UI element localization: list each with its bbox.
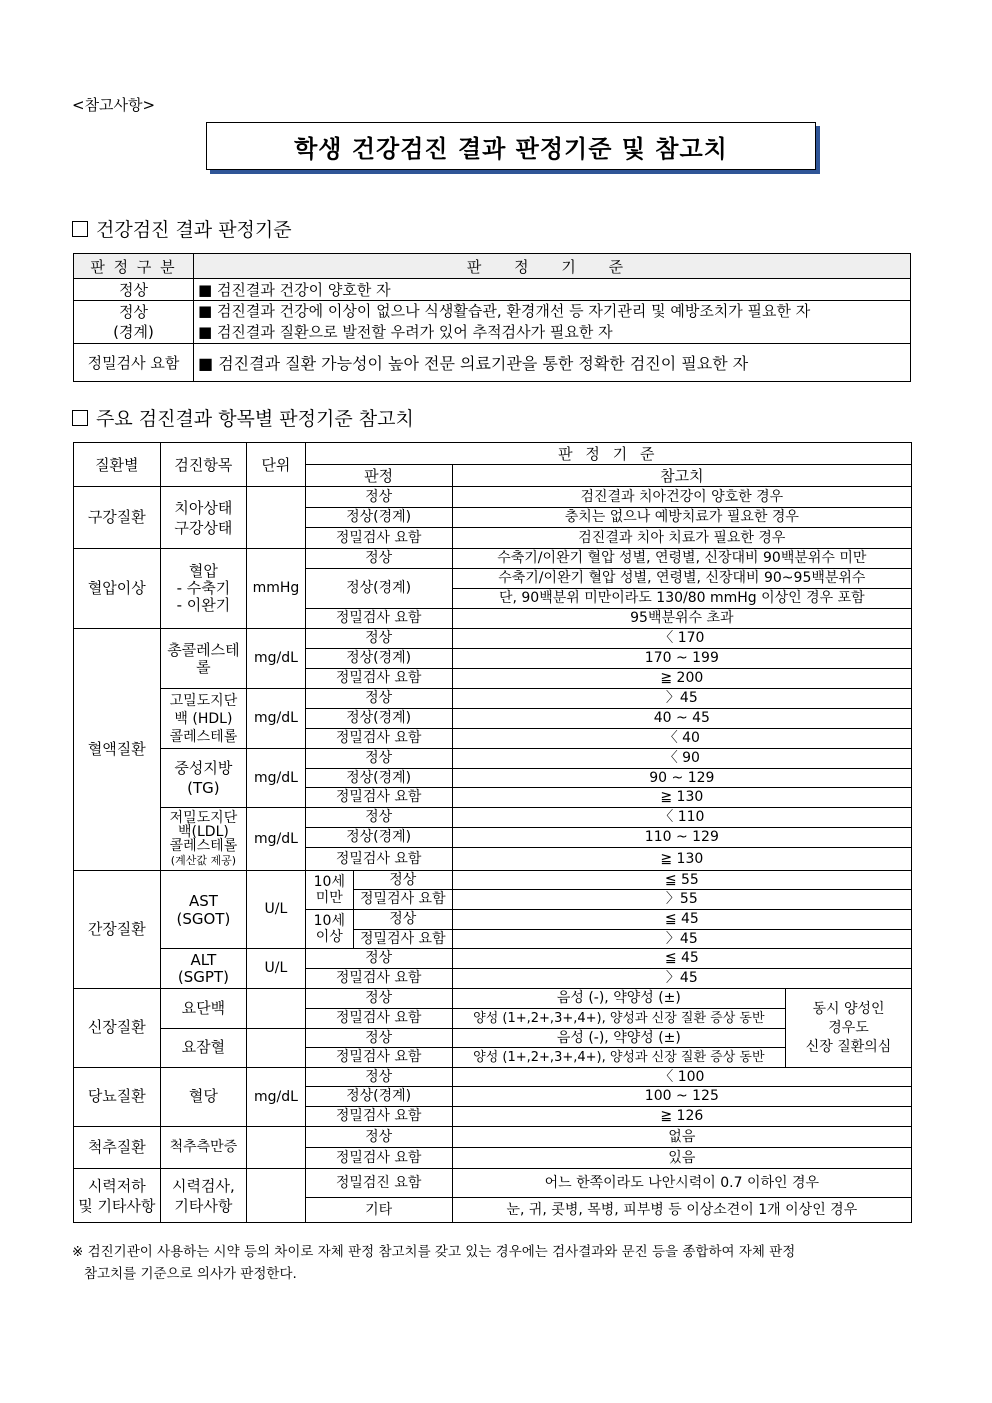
criteria-border-line2: ■ 검진결과 질환으로 발전할 우려가 있어 추적검사가 필요한 자 (198, 323, 613, 341)
reference-cell: 40 ~ 45 (452, 709, 911, 729)
criteria-precise: ■ 검진결과 질환 가능성이 높아 전문 의료기관을 통한 정확한 검진이 필요한 자 (194, 344, 911, 382)
item-alt-line2: (SGPT) (177, 967, 229, 986)
age-under-10-line2: 미만 (315, 890, 343, 906)
head-category: 판 정 구 분 (74, 254, 194, 279)
reference-cell: 〈 110 (452, 808, 911, 828)
head-reference: 참고치 (452, 465, 911, 487)
section2-title: 주요 검진결과 항목별 판정기준 참고치 (96, 408, 414, 430)
item-ldl-line2: 백(LDL) (178, 823, 229, 840)
page-title: 학생 건강검진 결과 판정기준 및 참고치 (294, 134, 728, 163)
judgement-cell: 정상(경계) (305, 769, 452, 788)
item-hdl-line2: 백 (HDL) (174, 710, 233, 727)
reference-cell: 음성 (-), 약양성 (±) (452, 989, 785, 1009)
criteria-normal: ■ 검진결과 건강이 양호한 자 (194, 279, 911, 301)
section1-title: 건강검진 결과 판정기준 (96, 219, 292, 241)
disease-vision (74, 1169, 161, 1223)
item-ast-line2: (SGOT) (176, 909, 231, 928)
unit-bp: mmHg (247, 549, 305, 629)
judgement-cell: 정상(경계) (305, 569, 452, 609)
judgement-cell: 정밀검사 요함 (305, 669, 452, 689)
kidney-note-line1: 동시 양성인 (812, 1000, 885, 1017)
disease-liver: 간장질환 (74, 871, 161, 989)
reference-cell: 100 ~ 125 (452, 1087, 911, 1107)
reference-cell: 〉55 (452, 890, 911, 910)
reference-cell: 눈, 귀, 콧병, 목병, 피부병 등 이상소견이 1개 이상인 경우 (452, 1198, 911, 1223)
judgement-cell: 정상(경계) (305, 709, 452, 729)
section2-heading (72, 404, 414, 431)
item-ldl-line3: 콜레스테롤 (169, 837, 238, 854)
reference-cell: ≧ 130 (452, 848, 911, 871)
judgement-cell: 정밀검사 요함 (305, 1048, 452, 1068)
judgement-criteria-table (73, 253, 911, 382)
judgement-cell: 정밀검사 요함 (305, 1148, 452, 1169)
reference-values-table (73, 442, 912, 1223)
category-border-line2: (경계) (113, 323, 154, 341)
item-hdl-line3: 콜레스테롤 (169, 728, 238, 745)
item-oral-line1: 치아상태 (174, 498, 233, 517)
page-title-box (206, 122, 816, 170)
judgement-cell: 정상 (305, 1068, 452, 1087)
kidney-note-line3: 신장 질환의심 (805, 1038, 892, 1055)
item-ldl (160, 808, 247, 871)
reference-cell: 〈 170 (452, 629, 911, 649)
judgement-cell: 정밀검사 요함 (305, 528, 452, 549)
kidney-note-line2: 경우도 (828, 1019, 869, 1036)
age-under-10-line1: 10세 (313, 874, 345, 890)
footnote-line2: 참고치를 기준으로 의사가 판정한다. (84, 1266, 297, 1282)
reference-cell: ≧ 200 (452, 669, 911, 689)
reference-cell: 〉45 (452, 969, 911, 989)
item-urine-protein: 요단백 (160, 989, 247, 1029)
item-tg-line1: 중성지방 (174, 759, 233, 777)
head-disease: 질환별 (74, 443, 161, 487)
unit-total-cholesterol: mg/dL (247, 629, 305, 689)
checkbox-square-icon (72, 221, 88, 237)
reference-cell: ≧ 126 (452, 1107, 911, 1127)
disease-vision-line1: 시력저하 (87, 1176, 146, 1195)
reference-cell: 검진결과 치아건강이 양호한 경우 (452, 487, 911, 508)
unit-ast: U/L (247, 871, 305, 949)
reference-cell: 있음 (452, 1148, 911, 1169)
item-vision (160, 1169, 247, 1223)
reference-cell: 어느 한쪽이라도 나안시력이 0.7 이하인 경우 (452, 1169, 911, 1198)
item-scoliosis: 척추측만증 (160, 1127, 247, 1169)
head-item: 검진항목 (160, 443, 247, 487)
reference-cell: 검진결과 치아 치료가 필요한 경우 (452, 528, 911, 549)
unit-urine-protein (247, 989, 305, 1029)
item-tg-line2: (TG) (187, 779, 220, 797)
category-precise: 정밀검사 요함 (74, 344, 194, 382)
judgement-cell: 정상(경계) (305, 649, 452, 669)
judgement-cell: 정상 (305, 549, 452, 569)
judgement-cell: 정밀검사 요함 (305, 848, 452, 871)
reference-cell: 〈 40 (452, 729, 911, 749)
judgement-cell: 정상 (305, 989, 452, 1009)
unit-tg: mg/dL (247, 749, 305, 808)
item-alt-line1: ALT (190, 950, 217, 969)
reference-cell: 〉45 (452, 930, 911, 949)
reference-cell: 단, 90백분위 미만이라도 130/80 mmHg 이상인 경우 포함 (452, 589, 911, 609)
item-ldl-note: (계산값 제공) (170, 853, 237, 867)
unit-blood-sugar: mg/dL (247, 1068, 305, 1127)
disease-bp: 혈압이상 (74, 549, 161, 629)
head-criteria: 판 정 기 준 (305, 443, 911, 465)
judgement-cell: 정밀검사 요함 (305, 1107, 452, 1127)
item-vision-line2: 기타사항 (174, 1196, 233, 1215)
item-hdl (160, 689, 247, 749)
reference-cell: 없음 (452, 1127, 911, 1148)
judgement-cell: 정상 (305, 487, 452, 508)
reference-cell: ≦ 45 (452, 949, 911, 969)
item-bp-line1: 혈압 (188, 562, 218, 580)
unit-urine-blood (247, 1029, 305, 1068)
judgement-cell: 정밀검사 요함 (305, 1009, 452, 1029)
reference-note: <참고사항> (72, 96, 156, 114)
reference-cell: 수축기/이완기 혈압 성별, 연령별, 신장대비 90~95백분위수 (452, 569, 911, 589)
item-oral (160, 487, 247, 549)
item-blood-sugar: 혈당 (160, 1068, 247, 1127)
item-ldl-line1: 저밀도지단 (169, 809, 238, 826)
item-bp-line2: - 수축기 (176, 579, 231, 597)
judgement-cell: 정상 (305, 629, 452, 649)
item-oral-line2: 구강상태 (174, 518, 233, 537)
judgement-cell: 정밀검사 요함 (305, 788, 452, 808)
section1-heading (72, 215, 292, 242)
age-under-10 (305, 871, 353, 910)
criteria-border-line1: ■ 검진결과 건강에 이상이 없으나 식생활습관, 환경개선 등 자기관리 및 예방조치가 필요한 자 (198, 302, 811, 320)
category-border-line1: 정상 (119, 303, 148, 321)
judgement-cell: 정밀검진 요함 (305, 1169, 452, 1198)
criteria-border (194, 301, 911, 344)
reference-cell: 수축기/이완기 혈압 성별, 연령별, 신장대비 90백분위수 미만 (452, 549, 911, 569)
disease-kidney: 신장질환 (74, 989, 161, 1068)
reference-cell: 110 ~ 129 (452, 828, 911, 848)
reference-cell: ≦ 45 (452, 910, 911, 930)
age-over-10 (305, 910, 353, 949)
item-tg (160, 749, 247, 808)
disease-vision-line2: 및 기타사항 (78, 1196, 156, 1215)
head-unit: 단위 (247, 443, 305, 487)
disease-diabetes: 당뇨질환 (74, 1068, 161, 1127)
head-judgement: 판정 (305, 465, 452, 487)
item-ast-line1: AST (188, 891, 218, 910)
judgement-cell: 정밀검사 요함 (305, 729, 452, 749)
reference-cell: 170 ~ 199 (452, 649, 911, 669)
reference-cell: 95백분위수 초과 (452, 609, 911, 629)
item-bp-line3: - 이완기 (176, 596, 231, 614)
age-over-10-line1: 10세 (313, 913, 345, 929)
reference-cell: 충치는 없으나 예방치료가 필요한 경우 (452, 508, 911, 528)
item-vision-line1: 시력검사, (172, 1176, 235, 1195)
unit-hdl: mg/dL (247, 689, 305, 749)
category-border (74, 301, 194, 344)
reference-cell: 음성 (-), 약양성 (±) (452, 1029, 785, 1048)
disease-oral: 구강질환 (74, 487, 161, 549)
age-over-10-line2: 이상 (315, 929, 343, 945)
judgement-cell: 정밀검사 요함 (305, 609, 452, 629)
judgement-cell: 정밀검사 요함 (305, 969, 452, 989)
unit-alt: U/L (247, 949, 305, 989)
reference-cell: 〈 90 (452, 749, 911, 769)
kidney-note (786, 989, 912, 1068)
category-normal: 정상 (74, 279, 194, 301)
reference-cell: 양성 (1+,2+,3+,4+), 양성과 신장 질환 증상 동반 (452, 1009, 785, 1029)
judgement-cell: 정상 (305, 949, 452, 969)
unit-vision (247, 1169, 305, 1223)
unit-scoliosis (247, 1127, 305, 1169)
unit-oral (247, 487, 305, 549)
item-urine-blood: 요잠혈 (160, 1029, 247, 1068)
judgement-cell: 정상(경계) (305, 1087, 452, 1107)
judgement-cell: 정상 (305, 749, 452, 769)
unit-ldl: mg/dL (247, 808, 305, 871)
reference-cell: 〉45 (452, 689, 911, 709)
footnote (72, 1241, 912, 1285)
judgement-cell: 정상 (353, 910, 452, 930)
judgement-cell: 정밀검사 요함 (353, 890, 452, 910)
reference-cell: 양성 (1+,2+,3+,4+), 양성과 신장 질환 증상 동반 (452, 1048, 785, 1068)
item-ast (160, 871, 247, 949)
reference-cell: ≦ 55 (452, 871, 911, 890)
judgement-cell: 정상 (353, 871, 452, 890)
judgement-cell: 정상 (305, 808, 452, 828)
item-alt (160, 949, 247, 989)
judgement-cell: 정상 (305, 1127, 452, 1148)
judgement-cell: 정밀검사 요함 (353, 930, 452, 949)
item-total-cholesterol: 총콜레스테 롤 (160, 629, 247, 689)
judgement-cell: 정상(경계) (305, 828, 452, 848)
judgement-cell: 정상(경계) (305, 508, 452, 528)
item-bp (160, 549, 247, 629)
judgement-cell: 기타 (305, 1198, 452, 1223)
judgement-cell: 정상 (305, 689, 452, 709)
footnote-line1: ※ 검진기관이 사용하는 시약 등의 차이로 자체 판정 참고치를 갖고 있는 경우에는 검사결과와 문진 등을 종합하여 자체 판정 (72, 1244, 796, 1260)
item-hdl-line1: 고밀도지단 (169, 692, 238, 709)
reference-cell: 90 ~ 129 (452, 769, 911, 788)
reference-cell: ≧ 130 (452, 788, 911, 808)
reference-cell: 〈 100 (452, 1068, 911, 1087)
judgement-cell: 정상 (305, 1029, 452, 1048)
disease-spine: 척추질환 (74, 1127, 161, 1169)
head-criteria: 판 정 기 준 (194, 254, 911, 279)
checkbox-square-icon (72, 410, 88, 426)
disease-blood: 혈액질환 (74, 629, 161, 871)
